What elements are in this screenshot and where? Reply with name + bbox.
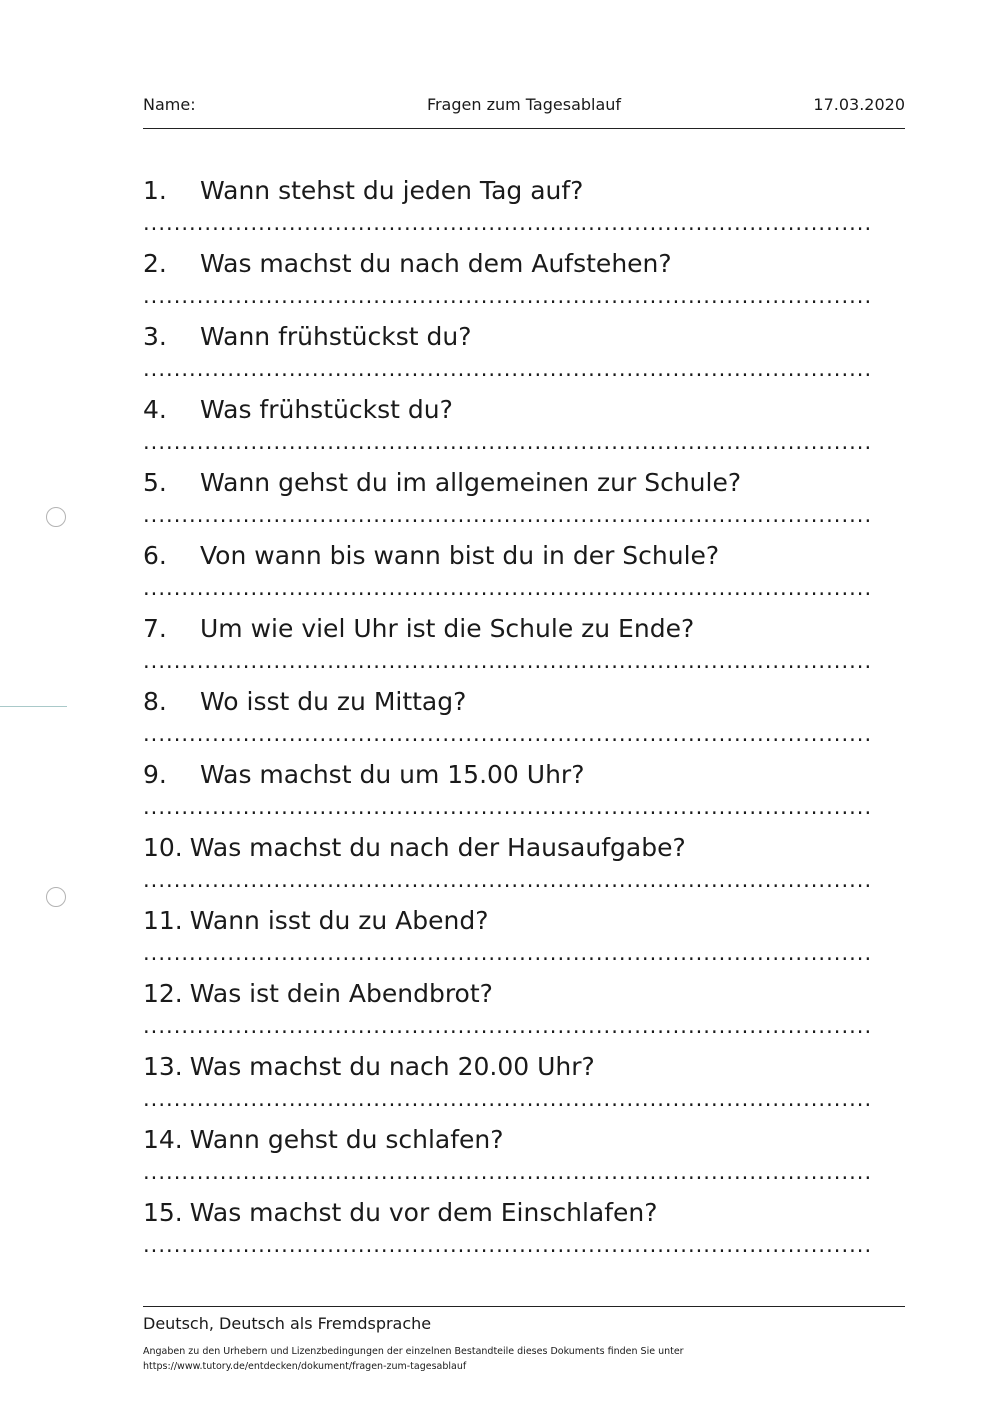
answer-line: ............................................................................................... xyxy=(143,941,873,965)
question-item xyxy=(143,903,905,976)
question-number: 10. xyxy=(143,833,183,862)
question-number: 2. xyxy=(143,249,167,278)
question-number: 5. xyxy=(143,468,167,497)
question-number: 7. xyxy=(143,614,167,643)
answer-line: ............................................................................................... xyxy=(143,722,873,746)
question-number: 1. xyxy=(143,176,167,205)
question-item xyxy=(143,684,905,757)
question-item xyxy=(143,173,905,246)
name-label: Name: xyxy=(143,95,196,114)
question-item xyxy=(143,611,905,684)
question-item xyxy=(143,392,905,465)
page-header xyxy=(143,95,905,119)
question-text: Wann gehst du im allgemeinen zur Schule? xyxy=(200,468,742,497)
question-text: Wann gehst du schlafen? xyxy=(189,1125,504,1154)
question-text: Wann frühstückst du? xyxy=(200,322,472,351)
footer-license-note xyxy=(143,1344,843,1374)
question-text: Um wie viel Uhr ist die Schule zu Ende? xyxy=(200,614,695,643)
page-title: Fragen zum Tagesablauf xyxy=(426,95,622,114)
answer-line: ............................................................................................... xyxy=(143,868,873,892)
punch-hole-top-marker xyxy=(46,507,66,527)
question-item xyxy=(143,1049,905,1122)
question-text: Was machst du nach der Hausaufgabe? xyxy=(189,833,686,862)
answer-line: ............................................................................................... xyxy=(143,649,873,673)
footer-divider xyxy=(143,1306,905,1307)
header-divider xyxy=(143,128,905,129)
question-item xyxy=(143,465,905,538)
question-text: Was ist dein Abendbrot? xyxy=(189,979,493,1008)
question-number: 8. xyxy=(143,687,167,716)
question-text: Was machst du nach 20.00 Uhr? xyxy=(189,1052,595,1081)
answer-line: ............................................................................................... xyxy=(143,503,873,527)
answer-line: ............................................................................................... xyxy=(143,430,873,454)
answer-line: ............................................................................................... xyxy=(143,1014,873,1038)
answer-line: ............................................................................................... xyxy=(143,1160,873,1184)
question-item xyxy=(143,1195,905,1268)
page-date: 17.03.2020 xyxy=(813,95,905,114)
answer-line: ............................................................................................... xyxy=(143,795,873,819)
question-number: 14. xyxy=(143,1125,183,1154)
punch-hole-bottom-marker xyxy=(46,887,66,907)
question-item xyxy=(143,246,905,319)
question-text: Was frühstückst du? xyxy=(200,395,453,424)
question-item xyxy=(143,757,905,830)
question-text: Wann stehst du jeden Tag auf? xyxy=(200,176,584,205)
license-text: Angaben zu den Urhebern und Lizenzbedingungen der einzelnen Bestandteile dieses Dokuments finden Sie unter xyxy=(143,1346,684,1357)
question-item xyxy=(143,830,905,903)
question-number: 12. xyxy=(143,979,183,1008)
question-number: 15. xyxy=(143,1198,183,1227)
question-list xyxy=(143,173,905,1268)
question-number: 13. xyxy=(143,1052,183,1081)
question-text: Was machst du nach dem Aufstehen? xyxy=(200,249,672,278)
fold-mark xyxy=(0,706,67,707)
answer-line: ............................................................................................... xyxy=(143,211,873,235)
question-text: Wo isst du zu Mittag? xyxy=(200,687,467,716)
question-item xyxy=(143,976,905,1049)
question-number: 11. xyxy=(143,906,183,935)
question-number: 9. xyxy=(143,760,167,789)
question-text: Was machst du um 15.00 Uhr? xyxy=(200,760,585,789)
question-item xyxy=(143,319,905,392)
question-text: Was machst du vor dem Einschlafen? xyxy=(189,1198,658,1227)
question-number: 6. xyxy=(143,541,167,570)
question-item xyxy=(143,1122,905,1195)
question-text: Von wann bis wann bist du in der Schule? xyxy=(200,541,720,570)
question-text: Wann isst du zu Abend? xyxy=(189,906,489,935)
license-url: https://www.tutory.de/entdecken/dokument/fragen-zum-tagesablauf xyxy=(143,1361,467,1372)
answer-line: ............................................................................................... xyxy=(143,284,873,308)
question-number: 4. xyxy=(143,395,167,424)
question-number: 3. xyxy=(143,322,167,351)
answer-line: ............................................................................................... xyxy=(143,357,873,381)
answer-line: ............................................................................................... xyxy=(143,1233,873,1257)
answer-line: ............................................................................................... xyxy=(143,1087,873,1111)
answer-line: ............................................................................................... xyxy=(143,576,873,600)
question-item xyxy=(143,538,905,611)
footer-subject: Deutsch, Deutsch als Fremdsprache xyxy=(143,1314,432,1333)
